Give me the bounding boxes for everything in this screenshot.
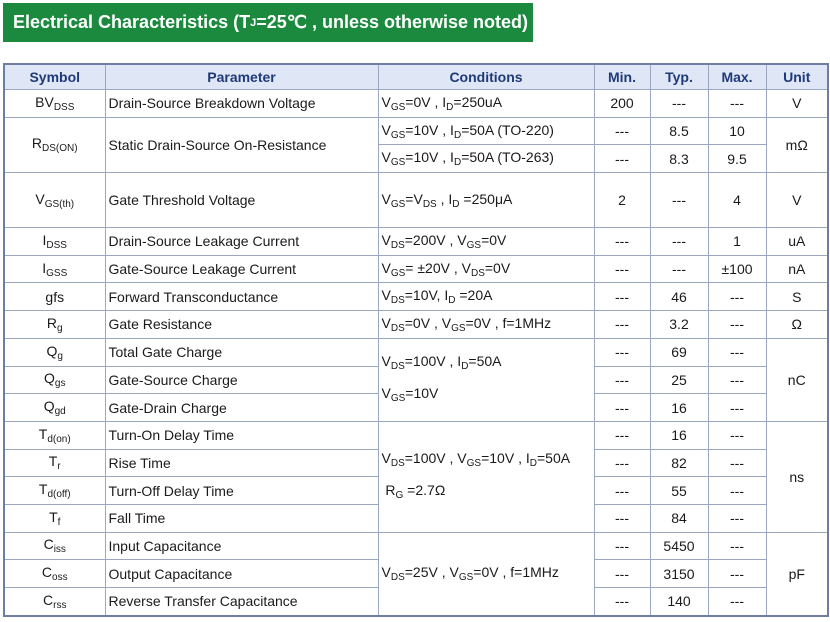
typ-cell: 84	[650, 504, 708, 532]
symbol-cell: $I_{DSS}$	[4, 228, 105, 256]
banner-suffix: =25℃ , unless otherwise noted)	[256, 12, 529, 32]
table-row	[4, 90, 828, 118]
typ-cell: 46	[650, 283, 708, 311]
min-cell: ---	[594, 117, 650, 145]
table-row	[4, 311, 828, 339]
min-cell: ---	[594, 449, 650, 477]
max-cell: ---	[708, 560, 766, 588]
unit-cell: S	[766, 283, 828, 311]
parameter-cell: Gate Resistance	[105, 311, 378, 339]
max-cell: ---	[708, 421, 766, 449]
conditions-cell: $V_{GS}= \pm 20V$ , $V_{DS}=0V$	[378, 255, 594, 283]
parameter-cell: Gate Threshold Voltage	[105, 173, 378, 228]
max-cell: ---	[708, 311, 766, 339]
typ-cell: ---	[650, 90, 708, 118]
unit-cell: nC	[766, 338, 828, 421]
symbol-cell: $I_{GSS}$	[4, 255, 105, 283]
conditions-cell: $V_{DS}=100V$ , $I_D=50A$ $V_{GS}=10V$	[378, 338, 594, 421]
electrical-characteristics-table	[3, 63, 829, 617]
typ-cell: 16	[650, 394, 708, 422]
table-row	[4, 255, 828, 283]
conditions-cell: $V_{GS}=0V$ , $I_D=250uA$	[378, 90, 594, 118]
unit-cell: mΩ	[766, 117, 828, 172]
banner-sub: J	[250, 16, 257, 29]
conditions-cell: $V_{DS}=200V$ , $V_{GS}=0V$	[378, 228, 594, 256]
min-cell: ---	[594, 394, 650, 422]
max-cell: ---	[708, 338, 766, 366]
typ-cell: 3.2	[650, 311, 708, 339]
min-cell: ---	[594, 532, 650, 560]
typ-cell: 25	[650, 366, 708, 394]
parameter-cell: Gate-Source Leakage Current	[105, 255, 378, 283]
typ-cell: 8.3	[650, 145, 708, 173]
symbol-cell: $R_{DS(ON)}$	[4, 117, 105, 172]
symbol-cell: $T_r$	[4, 449, 105, 477]
typ-cell: 3150	[650, 560, 708, 588]
conditions-cell: $V_{DS}=100V$ , $V_{GS}=10V$ , $I_D=50A$ $R_G =2.7\Omega$	[378, 421, 594, 532]
symbol-cell: $T_f$	[4, 504, 105, 532]
max-cell: ---	[708, 394, 766, 422]
typ-cell: 69	[650, 338, 708, 366]
max-cell: 4	[708, 173, 766, 228]
header-row	[4, 64, 828, 90]
symbol-cell: $BV_{DSS}$	[4, 90, 105, 118]
min-cell: ---	[594, 255, 650, 283]
parameter-cell: Gate-Source Charge	[105, 366, 378, 394]
unit-cell: pF	[766, 532, 828, 616]
max-cell: 10	[708, 117, 766, 145]
typ-cell: 8.5	[650, 117, 708, 145]
conditions-cell: $V_{DS}=0V$ , $V_{GS}=0V$ , f=1MHz	[378, 311, 594, 339]
max-cell: ---	[708, 504, 766, 532]
table-row	[4, 421, 828, 449]
unit-cell: ns	[766, 421, 828, 532]
min-cell: ---	[594, 311, 650, 339]
symbol-cell: $Q_{gs}$	[4, 366, 105, 394]
max-cell: ---	[708, 532, 766, 560]
min-cell: ---	[594, 504, 650, 532]
typ-cell: ---	[650, 173, 708, 228]
min-cell: ---	[594, 477, 650, 505]
parameter-cell: Turn-On Delay Time	[105, 421, 378, 449]
typ-cell: ---	[650, 255, 708, 283]
conditions-cell: $V_{GS}=V_{DS}$ , $I_D =250\mu A$	[378, 173, 594, 228]
typ-cell: 82	[650, 449, 708, 477]
parameter-cell: Rise Time	[105, 449, 378, 477]
max-cell: 9.5	[708, 145, 766, 173]
parameter-cell: Forward Transconductance	[105, 283, 378, 311]
typ-cell: ---	[650, 228, 708, 256]
symbol-cell: $C_{iss}$	[4, 532, 105, 560]
min-cell: ---	[594, 588, 650, 616]
parameter-cell: Input Capacitance	[105, 532, 378, 560]
table-row	[4, 117, 828, 145]
symbol-cell: $T_{d(on)}$	[4, 421, 105, 449]
symbol-cell: $C_{rss}$	[4, 588, 105, 616]
parameter-cell: Output Capacitance	[105, 560, 378, 588]
parameter-cell: Drain-Source Leakage Current	[105, 228, 378, 256]
table-row	[4, 532, 828, 560]
max-cell: ---	[708, 90, 766, 118]
parameter-cell: Total Gate Charge	[105, 338, 378, 366]
min-cell: ---	[594, 338, 650, 366]
max-cell: ---	[708, 449, 766, 477]
symbol-cell: $Q_{gd}$	[4, 394, 105, 422]
parameter-cell: Fall Time	[105, 504, 378, 532]
typ-cell: 5450	[650, 532, 708, 560]
table-row	[4, 173, 828, 228]
typ-cell: 55	[650, 477, 708, 505]
conditions-cell: $V_{DS}=25V$ , $V_{GS}=0V$ , f=1MHz	[378, 532, 594, 616]
symbol-cell: $V_{GS(th)}$	[4, 173, 105, 228]
unit-cell: nA	[766, 255, 828, 283]
conditions-cell: $V_{GS}=10V$ , $I_D=50A$ (TO-263)	[378, 145, 594, 173]
header-parameter: Parameter	[105, 64, 378, 90]
header-min: Min.	[594, 64, 650, 90]
max-cell: ±100	[708, 255, 766, 283]
parameter-cell: Drain-Source Breakdown Voltage	[105, 90, 378, 118]
header-typ: Typ.	[650, 64, 708, 90]
parameter-cell: Static Drain-Source On-Resistance	[105, 117, 378, 172]
max-cell: ---	[708, 366, 766, 394]
conditions-cell: $V_{GS}=10V$ , $I_D=50A$ (TO-220)	[378, 117, 594, 145]
min-cell: ---	[594, 145, 650, 173]
unit-cell: V	[766, 173, 828, 228]
max-cell: ---	[708, 477, 766, 505]
max-cell: ---	[708, 588, 766, 616]
unit-cell: Ω	[766, 311, 828, 339]
min-cell: 2	[594, 173, 650, 228]
typ-cell: 16	[650, 421, 708, 449]
header-conditions: Conditions	[378, 64, 594, 90]
parameter-cell: Gate-Drain Charge	[105, 394, 378, 422]
min-cell: ---	[594, 421, 650, 449]
max-cell: ---	[708, 283, 766, 311]
symbol-cell: $T_{d(off)}$	[4, 477, 105, 505]
symbol-cell: $C_{oss}$	[4, 560, 105, 588]
max-cell: 1	[708, 228, 766, 256]
section-title-banner	[3, 3, 533, 42]
parameter-cell: Reverse Transfer Capacitance	[105, 588, 378, 616]
table-row	[4, 228, 828, 256]
banner-prefix: Electrical Characteristics (T	[13, 12, 251, 32]
conditions-cell: $V_{DS}=10V$, $I_D =20A$	[378, 283, 594, 311]
unit-cell: uA	[766, 228, 828, 256]
symbol-cell: $Q_g$	[4, 338, 105, 366]
min-cell: 200	[594, 90, 650, 118]
unit-cell: V	[766, 90, 828, 118]
symbol-cell: $R_g$	[4, 311, 105, 339]
header-symbol: Symbol	[4, 64, 105, 90]
table-row	[4, 338, 828, 366]
table-row	[4, 283, 828, 311]
min-cell: ---	[594, 560, 650, 588]
header-unit: Unit	[766, 64, 828, 90]
min-cell: ---	[594, 283, 650, 311]
min-cell: ---	[594, 228, 650, 256]
header-max: Max.	[708, 64, 766, 90]
min-cell: ---	[594, 366, 650, 394]
typ-cell: 140	[650, 588, 708, 616]
symbol-cell: gfs	[4, 283, 105, 311]
parameter-cell: Turn-Off Delay Time	[105, 477, 378, 505]
